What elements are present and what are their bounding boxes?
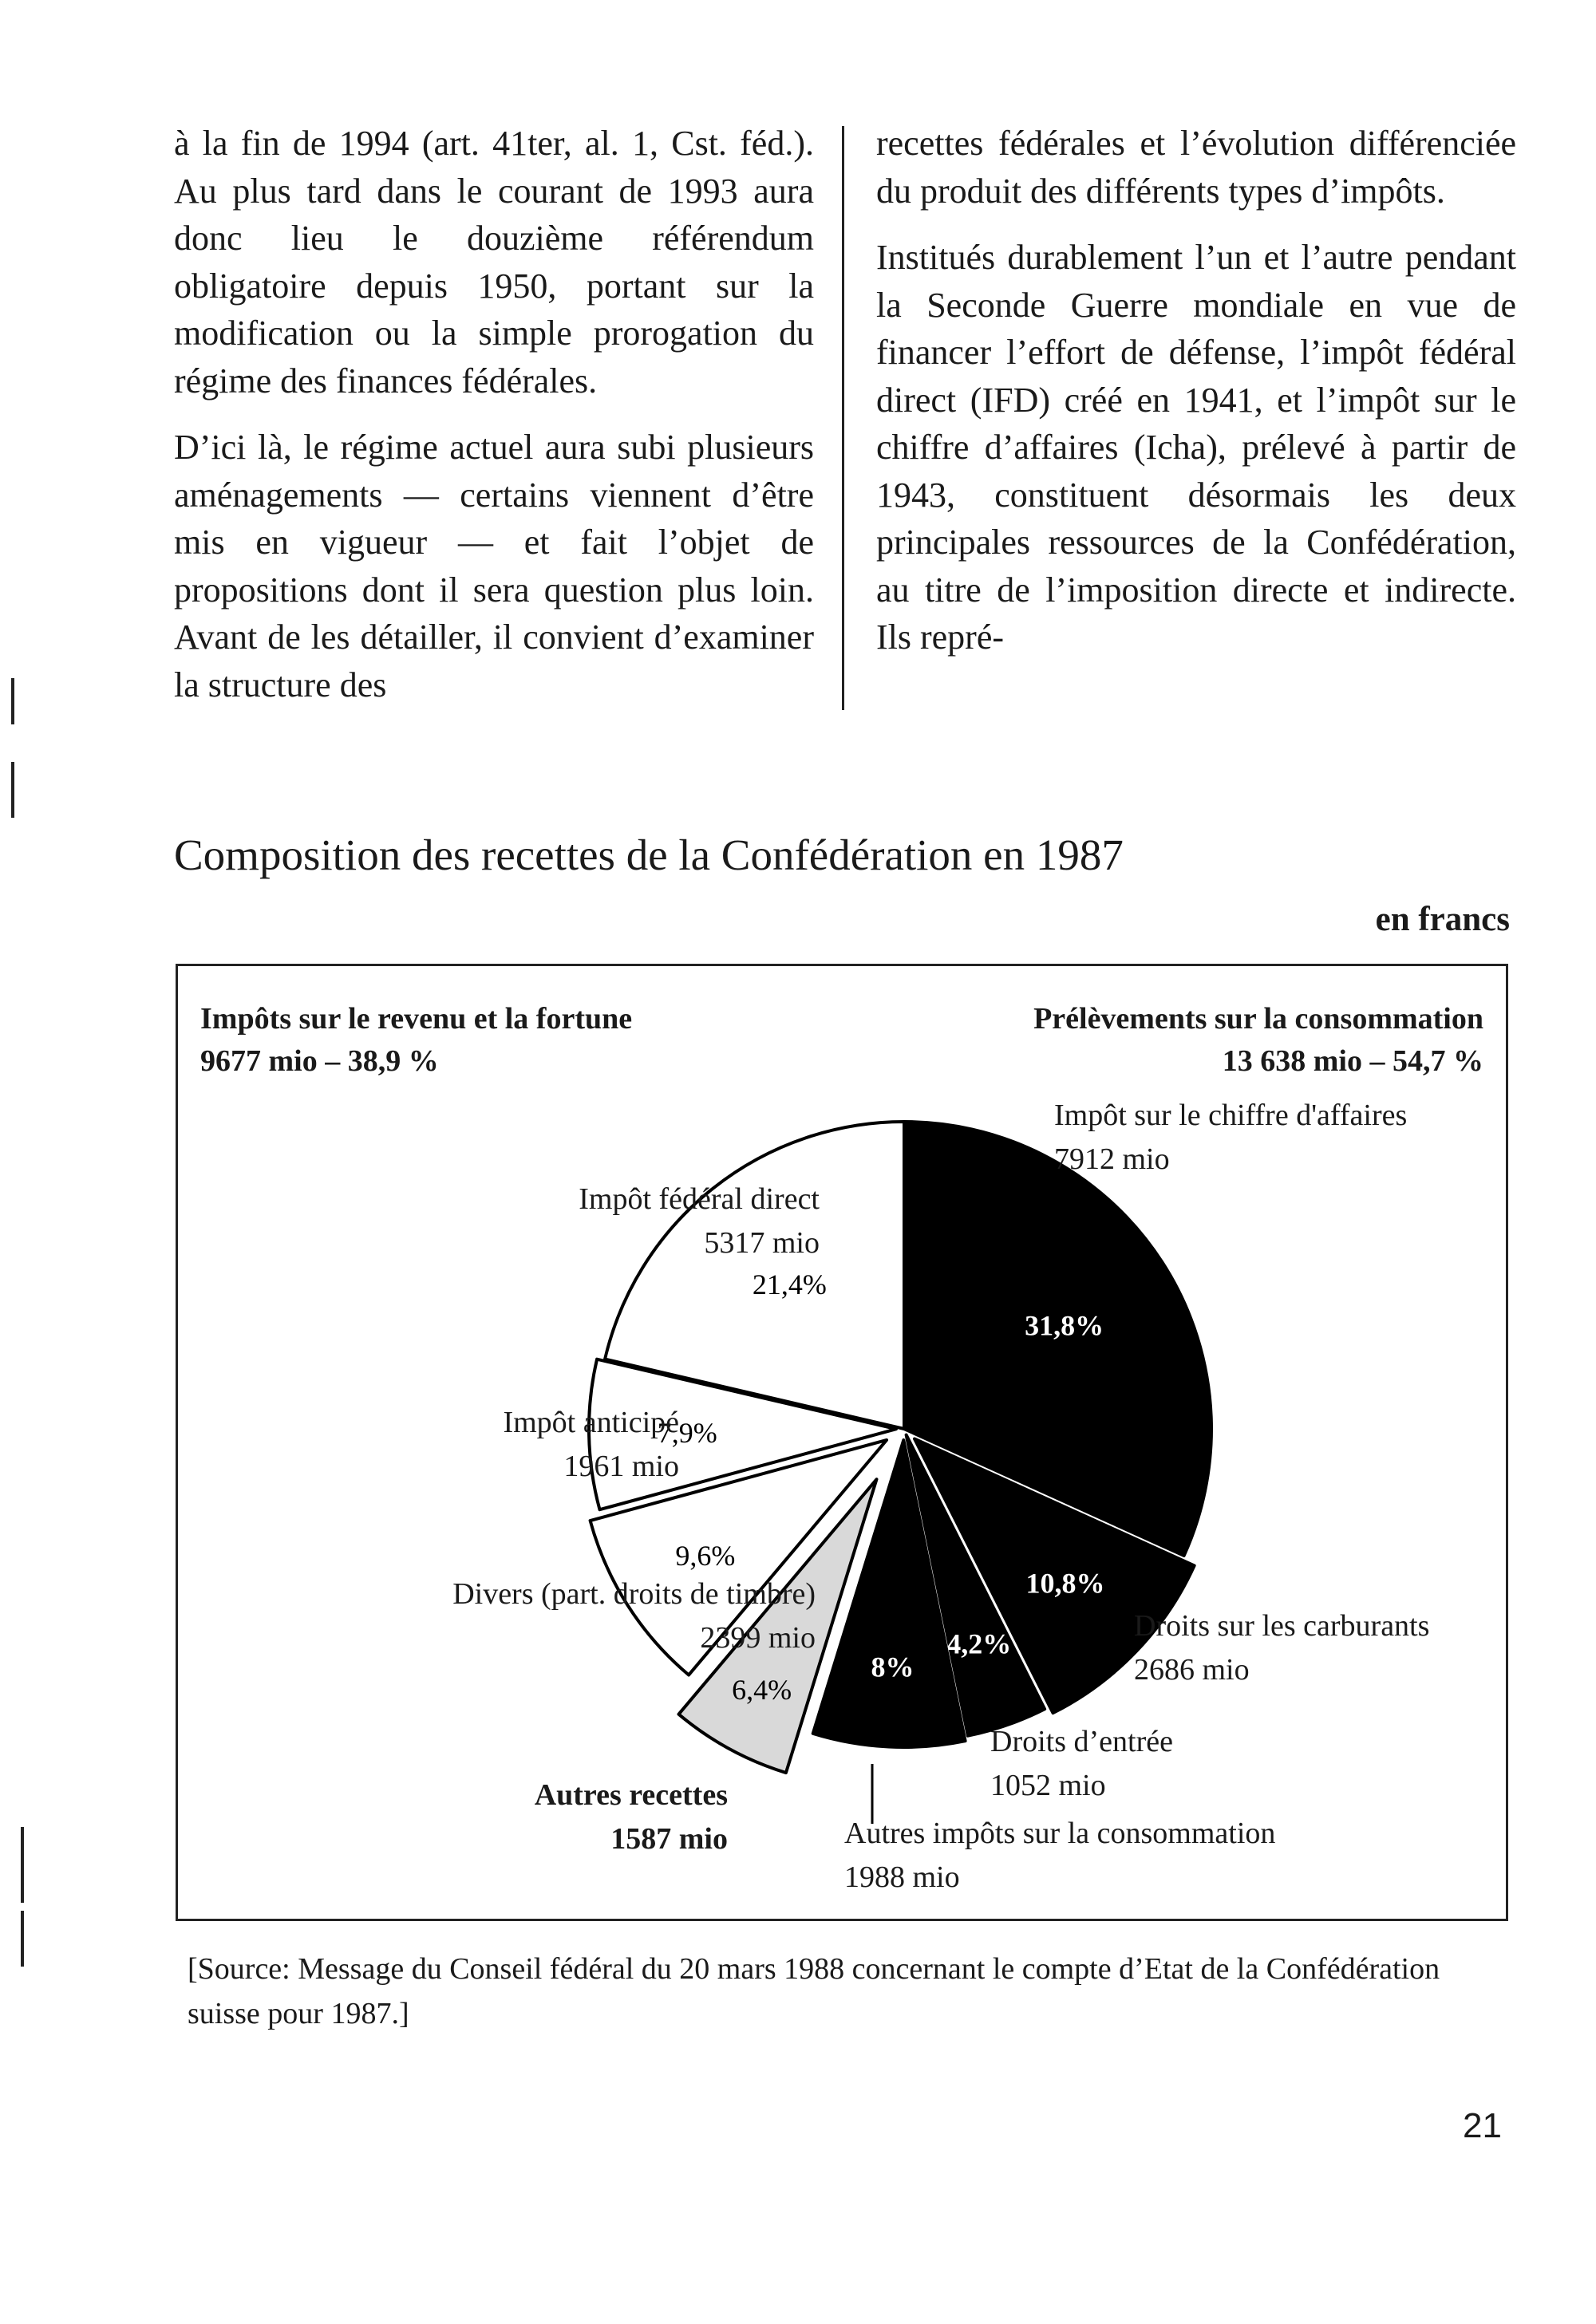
pie-percent-label: 4,2% — [946, 1628, 1012, 1660]
group-header-income — [200, 998, 632, 1083]
slice-value: 1961 mio — [563, 1450, 679, 1483]
pie-percent-label: 6,4% — [732, 1673, 792, 1706]
pie-percent-label: 9,6% — [675, 1540, 736, 1572]
pie-percent-label: 8% — [871, 1651, 915, 1683]
text-column-left — [174, 120, 814, 728]
paragraph: à la fin de 1994 (art. 41ter, al. 1, Cst. féd.). Au plus tard dans le courant de 1993 aura donc lieu le douzième référendum obligatoire depuis 1950, portant sur la modification ou la simple prorogation du régime des finances fédérales. — [174, 124, 814, 400]
slice-value: 7912 mio — [1054, 1142, 1170, 1176]
slice-name: Droits sur les carburants — [1134, 1609, 1430, 1643]
group-summary: 13 638 mio – 54,7 % — [1222, 1044, 1483, 1078]
slice-value: 5317 mio — [704, 1226, 820, 1260]
paragraph: recettes fédérales et l’évolution différenciée du produit des différents types d’impôts. — [876, 124, 1516, 211]
chart-unit: en francs — [1375, 901, 1510, 938]
pie-percent-label: 10,8% — [1025, 1567, 1105, 1600]
slice-label-autres-impots — [844, 1812, 1275, 1900]
slice-name: Droits d’entrée — [990, 1725, 1173, 1758]
margin-mark — [11, 678, 14, 724]
page-number: 21 — [1463, 2106, 1502, 2145]
margin-mark — [11, 762, 14, 818]
group-summary: 9677 mio – 38,9 % — [200, 1044, 439, 1078]
chart-frame — [176, 964, 1508, 1921]
slice-value: 1052 mio — [990, 1769, 1106, 1802]
chart-title: Composition des recettes de la Confédération en 1987 — [174, 831, 1124, 879]
slice-value: 1587 mio — [610, 1822, 728, 1856]
group-header-consumption — [1033, 998, 1483, 1083]
slice-name: Autres impôts sur la consommation — [844, 1817, 1276, 1850]
pie-percent-label: 31,8% — [1025, 1309, 1104, 1342]
source-note: [Source: Message du Conseil fédéral du 20 mars 1988 concernant le compte d’Etat de la Confédération suisse pour 1987.] — [188, 1952, 1440, 2030]
group-name: Prélèvements sur la consommation — [1033, 1002, 1483, 1036]
slice-name: Autres recettes — [534, 1778, 728, 1812]
pie-percent-label: 21,4% — [752, 1269, 827, 1301]
slice-label-anticipe — [503, 1401, 679, 1489]
paragraph: D’ici là, le régime actuel aura subi plusieurs aménagements — certains viennent d’être mis en vigueur — et fait l’objet de propositions dont il sera question plus loin. Avant de les détailler, il convient d’examiner la structure des — [174, 428, 814, 704]
slice-label-entree — [990, 1720, 1173, 1808]
slice-name: Divers (part. droits de timbre) — [452, 1577, 816, 1611]
text-column-right — [876, 120, 1516, 681]
slice-label-divers — [452, 1572, 816, 1660]
slice-label-autres-recettes — [535, 1774, 728, 1861]
group-name: Impôts sur le revenu et la fortune — [200, 1002, 633, 1036]
margin-mark — [21, 1827, 24, 1903]
slice-value: 2399 mio — [700, 1621, 816, 1655]
slice-label-carburants — [1134, 1604, 1429, 1692]
slice-value: 1988 mio — [844, 1860, 960, 1894]
slice-label-ifd — [579, 1178, 820, 1265]
slice-label-icha — [1054, 1094, 1407, 1182]
slice-name: Impôt sur le chiffre d'affaires — [1054, 1099, 1408, 1132]
slice-value: 2686 mio — [1134, 1653, 1250, 1687]
column-divider — [842, 126, 844, 710]
slice-name: Impôt anticipé — [503, 1406, 679, 1439]
paragraph: Institués durablement l’un et l’autre pendant la Seconde Guerre mondiale en vue de financer l’effort de défense, l’impôt fédéral direct (IFD) créé en 1941, et l’impôt sur le chiffre d’affaires (Icha), prélevé à partir de 1943, constituent désormais les deux principales ressources de la Confédération, au titre de l’imposition directe et indirecte. Ils repré- — [876, 238, 1516, 657]
slice-name: Impôt fédéral direct — [579, 1182, 820, 1216]
margin-mark — [21, 1911, 24, 1967]
pie-percent-label: 7,9% — [657, 1416, 717, 1449]
